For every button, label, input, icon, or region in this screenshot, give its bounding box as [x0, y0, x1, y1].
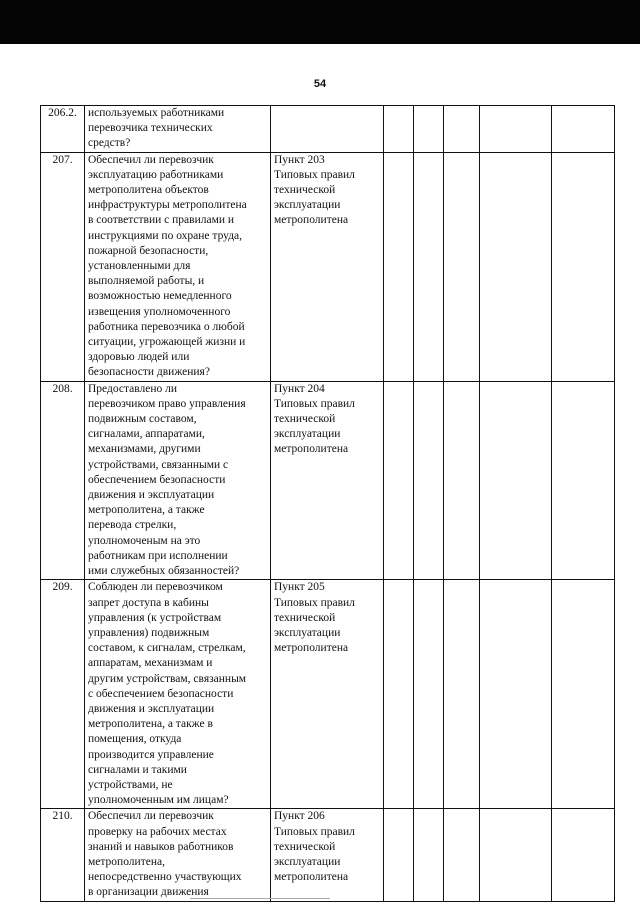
notes-cell [480, 381, 552, 580]
notes-cell [480, 106, 552, 153]
remarks-cell [552, 580, 615, 809]
legal-reference: Пункт 205 Типовых правил технической эксплуатации метрополитена [271, 580, 384, 809]
answer-no-cell [414, 106, 444, 153]
answer-na-cell [444, 152, 480, 381]
answer-no-cell [414, 809, 444, 901]
row-number: 206.2. [41, 106, 85, 153]
answer-yes-cell [384, 580, 414, 809]
question-text: Соблюден ли перевозчиком запрет доступа в кабины управления (к устройствам управления) подвижным составом, к сигналам, стрелкам, аппаратам, механизмам и другим устройствам, связанным с обеспечением безопасности движения и эксплуатации метрополитена, а также в помещения, откуда производится управление сигналами и такими устройствами, не уполномоченным им лицам? [85, 580, 271, 809]
answer-yes-cell [384, 809, 414, 901]
answer-no-cell [414, 152, 444, 381]
remarks-cell [552, 809, 615, 901]
question-text: Обеспечил ли перевозчик проверку на рабочих местах знаний и навыков работников метрополитена, непосредственно участвующих в организации движения [85, 809, 271, 901]
scan-top-bar [0, 0, 640, 44]
legal-reference [271, 106, 384, 153]
answer-yes-cell [384, 381, 414, 580]
scan-artifact-line [190, 898, 330, 899]
row-number: 208. [41, 381, 85, 580]
remarks-cell [552, 381, 615, 580]
question-text: используемых работниками перевозчика технических средств? [85, 106, 271, 153]
notes-cell [480, 580, 552, 809]
remarks-cell [552, 152, 615, 381]
answer-yes-cell [384, 152, 414, 381]
legal-reference: Пункт 204 Типовых правил технической эксплуатации метрополитена [271, 381, 384, 580]
legal-reference: Пункт 206 Типовых правил технической эксплуатации метрополитена [271, 809, 384, 901]
notes-cell [480, 152, 552, 381]
row-number: 209. [41, 580, 85, 809]
notes-cell [480, 809, 552, 901]
table-row [41, 580, 615, 809]
table-row [41, 152, 615, 381]
answer-yes-cell [384, 106, 414, 153]
answer-na-cell [444, 381, 480, 580]
checklist-table [40, 105, 615, 902]
answer-na-cell [444, 106, 480, 153]
row-number: 207. [41, 152, 85, 381]
table-row [41, 106, 615, 153]
row-number: 210. [41, 809, 85, 901]
legal-reference: Пункт 203 Типовых правил технической эксплуатации метрополитена [271, 152, 384, 381]
answer-no-cell [414, 381, 444, 580]
answer-na-cell [444, 580, 480, 809]
remarks-cell [552, 106, 615, 153]
page-number: 54 [313, 78, 327, 90]
answer-no-cell [414, 580, 444, 809]
question-text: Предоставлено ли перевозчиком право управления подвижным составом, сигналами, аппаратами, механизмами, другими устройствами, связанными с обеспечением безопасности движения и эксплуатации метрополитена, а также перевода стрелки, уполномоченым на это работникам при исполнении ими служебных обязанностей? [85, 381, 271, 580]
question-text: Обеспечил ли перевозчик эксплуатацию работниками метрополитена объектов инфраструктуры метрополитена в соответствии с правилами и инструкциями по охране труда, пожарной безопасности, установленными для выполняемой работы, и возможностью немедленного извещения уполномоченного работника перевозчика о любой ситуации, угрожающей жизни и здоровью людей или безопасности движения? [85, 152, 271, 381]
table-row [41, 381, 615, 580]
answer-na-cell [444, 809, 480, 901]
table-row [41, 809, 615, 901]
